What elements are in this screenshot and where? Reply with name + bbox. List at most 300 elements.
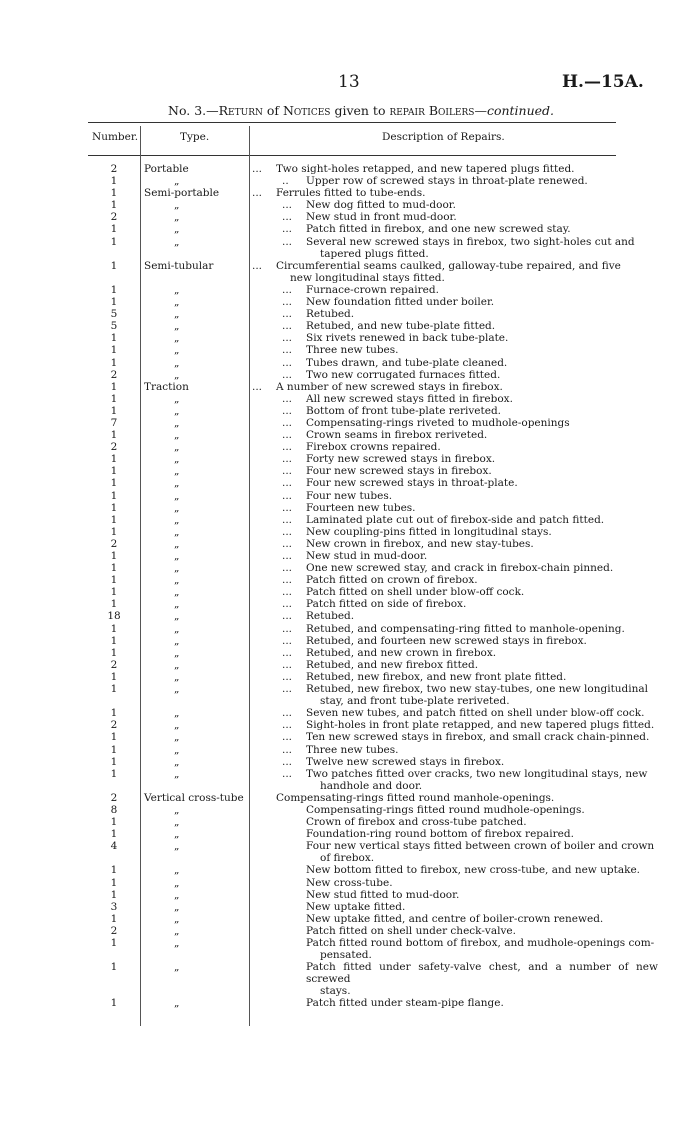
row-description <box>302 683 658 707</box>
table-row <box>88 792 616 804</box>
row-leader-dots: ... <box>282 344 293 357</box>
row-description <box>302 284 658 296</box>
row-leader-dots: ... <box>282 622 293 635</box>
row-type: „ <box>174 683 180 696</box>
row-leader-dots: ... <box>282 634 293 647</box>
table-row <box>88 344 616 356</box>
table-row <box>88 223 616 235</box>
row-description <box>302 635 658 647</box>
row-description <box>302 357 658 369</box>
table-row <box>88 490 616 502</box>
row-leader-dots <box>278 997 302 1009</box>
description-text: Four new tubes. <box>306 489 393 502</box>
row-leader-dots: ... <box>282 707 293 720</box>
description-text: Six rivets renewed in back tube-plate. <box>306 332 509 345</box>
row-description <box>302 756 658 768</box>
row-leader-dots: ... <box>282 235 293 248</box>
row-type: „ <box>174 646 180 659</box>
table-row <box>88 465 616 477</box>
description-text: Patch fitted on shell under blow-off cock. <box>306 586 525 599</box>
description-text: Compensating-rings fitted round manhole-openings. <box>276 791 555 804</box>
row-type: „ <box>174 416 180 429</box>
row-description <box>302 562 658 574</box>
row-number: 1 <box>110 767 118 780</box>
table-row <box>88 622 625 635</box>
table-row <box>88 502 616 514</box>
table-row <box>88 889 616 901</box>
row-leader-dots <box>278 889 302 901</box>
row-number: 1 <box>110 380 118 393</box>
table-row <box>88 913 616 925</box>
description-text: Four new vertical stays fitted between crown of boiler and crown <box>306 840 655 853</box>
description-continuation: stays. <box>320 985 351 998</box>
table-row <box>88 357 616 369</box>
row-number: 1 <box>110 683 118 696</box>
row-type: „ <box>174 961 180 974</box>
description-text: Compensating-rings fitted round mudhole-openings. <box>306 803 585 816</box>
row-type: „ <box>174 489 180 502</box>
row-type: „ <box>174 719 180 732</box>
row-description <box>302 296 658 308</box>
row-description <box>302 538 658 550</box>
row-leader-dots: ... <box>252 187 263 200</box>
row-number: 1 <box>110 574 118 587</box>
table-row <box>88 477 616 489</box>
description-continuation: pensated. <box>320 949 372 962</box>
table-row <box>88 163 616 175</box>
row-leader-dots: ... <box>282 429 293 442</box>
table-row <box>88 816 616 828</box>
table-row <box>88 864 640 877</box>
row-number: 1 <box>110 404 118 417</box>
row-leader-dots: ... <box>252 259 263 272</box>
row-leader-dots: ... <box>282 537 293 550</box>
table-row <box>88 659 616 671</box>
description-text: Two sight-holes retapped, and new tapered plugs fitted. <box>276 163 575 175</box>
description-text: Bottom of front tube-plate reriveted. <box>306 404 502 417</box>
description-text: All new screwed stays fitted in firebox. <box>306 392 513 405</box>
row-number: 1 <box>110 175 118 188</box>
row-type: „ <box>174 199 180 212</box>
row-leader-dots: ... <box>282 453 293 466</box>
description-continuation: stay, and front tube-plate reriveted. <box>320 695 510 708</box>
row-description <box>302 405 658 417</box>
row-leader-dots: ... <box>282 646 293 659</box>
row-type: „ <box>174 924 180 937</box>
row-description <box>272 163 628 175</box>
row-number: 2 <box>110 163 118 175</box>
row-leader-dots <box>278 913 302 925</box>
row-type: „ <box>174 320 180 333</box>
table-row <box>88 332 616 344</box>
row-leader-dots: ... <box>282 416 293 429</box>
row-description <box>302 659 658 671</box>
description-text: Retubed, and fourteen new screwed stays in firebox. <box>306 634 587 647</box>
row-number: 2 <box>110 441 118 454</box>
row-leader-dots: ... <box>282 296 293 309</box>
caption-continued: —continued. <box>474 103 555 118</box>
table-top-rule <box>88 122 616 123</box>
row-type: „ <box>174 937 180 949</box>
description-text: New stud fitted to mud-door. <box>306 888 460 901</box>
table-row <box>88 586 616 598</box>
description-text: Patch fitted under safety-valve chest, and a number of new screwed <box>306 961 658 986</box>
row-description <box>302 889 658 901</box>
caption-word-notices: Notices <box>282 103 331 118</box>
row-leader-dots: .. <box>282 175 289 188</box>
row-leader-dots <box>278 925 302 937</box>
description-text: Seven new tubes, and patch fitted on shell under blow-off cock. <box>306 707 645 720</box>
description-text: Patch fitted on crown of firebox. <box>306 574 478 587</box>
row-type: Semi-tubular <box>144 259 214 272</box>
row-number: 1 <box>110 429 118 442</box>
row-description <box>302 199 658 211</box>
row-type: „ <box>174 392 180 405</box>
row-number: 4 <box>110 840 118 853</box>
header-description: Description of Repairs. <box>382 131 505 143</box>
row-type: „ <box>174 997 180 1010</box>
row-number: 2 <box>110 719 118 732</box>
row-leader-dots: ... <box>282 356 293 369</box>
description-text: New foundation fitted under boiler. <box>306 296 495 309</box>
row-type: „ <box>174 574 180 587</box>
table-row <box>88 707 645 720</box>
row-leader-dots: ... <box>282 586 293 599</box>
description-text: Sight-holes in front plate retapped, and new tapered plugs fitted. <box>306 719 655 732</box>
row-description <box>302 586 658 598</box>
row-number: 1 <box>110 670 118 683</box>
row-leader-dots: ... <box>282 404 293 417</box>
row-leader-dots <box>278 864 302 876</box>
row-number: 1 <box>110 937 118 949</box>
row-number: 1 <box>110 622 118 635</box>
row-type: „ <box>174 767 180 780</box>
row-description <box>302 623 658 635</box>
row-description <box>302 719 658 731</box>
description-text: Retubed, and new crown in firebox. <box>306 646 497 659</box>
row-type: „ <box>174 864 180 877</box>
row-description <box>302 731 658 743</box>
row-number: 1 <box>110 634 118 647</box>
row-type: „ <box>174 876 180 889</box>
table-row <box>88 925 616 937</box>
row-type: „ <box>174 803 180 816</box>
description-text: New uptake fitted, and centre of boiler-crown renewed. <box>306 912 604 925</box>
row-type: „ <box>174 900 180 913</box>
row-type: „ <box>174 175 180 188</box>
table-row <box>88 719 655 732</box>
row-description <box>302 393 658 405</box>
row-description <box>302 502 658 514</box>
description-text: Retubed, and new tube-plate fitted. <box>306 320 496 333</box>
row-number: 1 <box>110 743 118 756</box>
row-leader-dots: ... <box>282 320 293 333</box>
description-text: Four new screwed stays in firebox. <box>306 465 492 478</box>
row-type: „ <box>174 465 180 478</box>
row-type: „ <box>174 888 180 901</box>
row-number: 2 <box>110 368 118 381</box>
table-row <box>88 284 616 296</box>
table-row <box>88 296 616 308</box>
row-description <box>302 864 658 876</box>
document-reference: H.—15A. <box>562 72 644 92</box>
row-number: 1 <box>110 296 118 309</box>
row-leader-dots: ... <box>282 525 293 538</box>
row-description <box>302 344 658 356</box>
table-row <box>88 574 616 586</box>
row-description <box>302 804 658 816</box>
row-number: 1 <box>110 344 118 357</box>
row-type: „ <box>174 658 180 671</box>
table-row <box>88 683 649 708</box>
table-row <box>88 453 616 465</box>
row-leader-dots: ... <box>282 308 293 321</box>
description-text: A number of new screwed stays in firebox. <box>276 380 503 393</box>
row-description <box>272 187 628 199</box>
table-row <box>88 259 621 284</box>
row-number: 1 <box>110 283 118 296</box>
row-leader-dots: ... <box>282 199 293 212</box>
table-row <box>88 320 616 332</box>
row-type: „ <box>174 356 180 369</box>
row-number: 1 <box>110 332 118 345</box>
description-text: Forty new screwed stays in firebox. <box>306 453 496 466</box>
row-type: „ <box>174 743 180 756</box>
table-row <box>88 767 648 792</box>
description-text: New cross-tube. <box>306 876 393 889</box>
row-type: Semi-portable <box>144 187 220 200</box>
row-type: „ <box>174 441 180 454</box>
table-row <box>88 381 616 393</box>
description-text: Crown of firebox and cross-tube patched. <box>306 816 527 829</box>
row-description <box>302 441 658 453</box>
row-type: „ <box>174 731 180 744</box>
table-row <box>88 199 616 211</box>
row-leader-dots <box>278 828 302 840</box>
description-text: Patch fitted round bottom of firebox, and mudhole-openings com- <box>306 937 655 949</box>
row-description <box>272 260 628 284</box>
description-text: Ferrules fitted to tube-ends. <box>276 187 426 200</box>
table-row <box>88 937 655 962</box>
row-number: 1 <box>110 489 118 502</box>
description-text: Ten new screwed stays in firebox, and small crack chain-pinned. <box>306 731 650 744</box>
row-leader-dots: ... <box>282 562 293 575</box>
row-description <box>302 925 658 937</box>
row-description <box>302 429 658 441</box>
row-type: „ <box>174 598 180 611</box>
row-leader-dots <box>278 877 302 889</box>
table-row <box>88 393 616 405</box>
table-row <box>88 840 655 865</box>
row-leader-dots: ... <box>282 574 293 587</box>
row-number: 3 <box>110 900 118 913</box>
row-description <box>302 490 658 502</box>
description-text: Two new corrugated furnaces fitted. <box>306 368 501 381</box>
row-leader-dots: ... <box>282 658 293 671</box>
row-leader-dots: ... <box>252 380 263 393</box>
row-leader-dots: ... <box>282 501 293 514</box>
row-leader-dots: ... <box>282 731 293 744</box>
row-description <box>302 610 658 622</box>
row-description <box>302 526 658 538</box>
row-type: „ <box>174 634 180 647</box>
description-text: Two patches fitted over cracks, two new longitudinal stays, new <box>306 767 648 780</box>
description-text: Foundation-ring round bottom of firebox repaired. <box>306 828 574 841</box>
row-leader-dots: ... <box>282 332 293 345</box>
row-number: 1 <box>110 876 118 889</box>
row-leader-dots <box>278 816 302 828</box>
row-number: 2 <box>110 211 118 224</box>
description-continuation: of firebox. <box>320 852 375 865</box>
row-leader-dots: ... <box>282 670 293 683</box>
description-text: New stud in mud-door. <box>306 550 428 562</box>
row-type: „ <box>174 296 180 309</box>
row-number: 1 <box>110 864 118 877</box>
row-type: „ <box>174 308 180 321</box>
description-text: New coupling-pins fitted in longitudinal stays. <box>306 525 552 538</box>
description-text: Circumferential seams caulked, galloway-tube repaired, and five <box>276 259 621 272</box>
description-text: Retubed, and compensating-ring fitted to manhole-opening. <box>306 622 625 635</box>
row-description <box>302 828 658 840</box>
description-text: Patch fitted on side of firebox. <box>306 598 467 611</box>
caption-prefix: No. 3.— <box>168 103 219 118</box>
row-number: 1 <box>110 755 118 768</box>
row-number: 1 <box>110 912 118 925</box>
row-description <box>302 768 658 792</box>
row-type: „ <box>174 453 180 466</box>
row-number: 7 <box>110 416 118 429</box>
row-description <box>302 901 658 913</box>
row-description <box>302 453 658 465</box>
description-text: Fourteen new tubes. <box>306 501 416 514</box>
page-number: 13 <box>338 72 360 92</box>
row-description <box>302 913 658 925</box>
table-row <box>88 211 616 223</box>
description-text: Retubed. <box>306 610 355 623</box>
row-number: 1 <box>110 731 118 744</box>
row-type: „ <box>174 586 180 599</box>
repairs-table-body <box>88 163 658 1010</box>
row-number: 5 <box>110 320 118 333</box>
description-continuation: new longitudinal stays fitted. <box>290 271 445 284</box>
table-caption <box>168 103 554 118</box>
row-type: „ <box>174 816 180 829</box>
caption-text-given: given to <box>330 103 390 118</box>
row-leader-dots: ... <box>282 767 293 780</box>
row-leader-dots: ... <box>282 392 293 405</box>
row-description <box>302 369 658 381</box>
row-type: „ <box>174 537 180 550</box>
row-leader-dots: ... <box>282 755 293 768</box>
row-description <box>302 465 658 477</box>
row-type: „ <box>174 404 180 417</box>
row-number: 1 <box>110 259 118 272</box>
row-description <box>302 514 658 526</box>
description-text: Retubed, new firebox, two new stay-tubes, one new longitudinal <box>306 683 649 696</box>
row-type: „ <box>174 344 180 357</box>
row-leader-dots: ... <box>282 610 293 623</box>
row-description <box>302 308 658 320</box>
description-text: Upper row of screwed stays in throat-plate renewed. <box>306 175 588 188</box>
table-row <box>88 877 616 889</box>
row-leader-dots: ... <box>252 163 263 175</box>
row-type: „ <box>174 912 180 925</box>
table-row <box>88 235 635 260</box>
header-type: Type. <box>180 131 210 143</box>
row-leader-dots <box>248 792 272 804</box>
row-type: „ <box>174 610 180 623</box>
table-row <box>88 744 616 756</box>
row-leader-dots <box>278 840 302 864</box>
row-number: 1 <box>110 187 118 200</box>
row-number: 1 <box>110 453 118 466</box>
description-text: Compensating-rings riveted to mudhole-openings <box>306 416 570 429</box>
row-number: 1 <box>110 888 118 901</box>
table-row <box>88 997 616 1009</box>
row-type: „ <box>174 840 180 853</box>
row-number: 1 <box>110 598 118 611</box>
row-number: 18 <box>107 610 121 623</box>
description-text: Four new screwed stays in throat-plate. <box>306 477 518 490</box>
row-type: „ <box>174 513 180 526</box>
description-text: Twelve new screwed stays in firebox. <box>306 755 505 768</box>
table-row <box>88 610 616 622</box>
row-number: 1 <box>110 477 118 490</box>
description-text: Retubed, new firebox, and new front plate fitted. <box>306 670 567 683</box>
row-number: 1 <box>110 223 118 236</box>
row-leader-dots: ... <box>282 368 293 381</box>
table-row <box>88 731 650 744</box>
row-leader-dots: ... <box>282 465 293 478</box>
table-row <box>88 526 616 538</box>
row-description <box>302 671 658 683</box>
table-row <box>88 187 616 199</box>
row-leader-dots <box>278 937 302 961</box>
row-number: 1 <box>110 465 118 478</box>
row-number: 1 <box>110 646 118 659</box>
row-number: 2 <box>110 924 118 937</box>
description-text: Three new tubes. <box>306 743 399 756</box>
row-type: Portable <box>144 163 189 175</box>
row-number: 1 <box>110 513 118 526</box>
description-text: Patch fitted in firebox, and one new screwed stay. <box>306 223 571 236</box>
row-type: „ <box>174 477 180 490</box>
table-row <box>88 828 616 840</box>
table-row <box>88 429 616 441</box>
row-number: 5 <box>110 308 118 321</box>
row-number: 1 <box>110 961 118 974</box>
row-type: „ <box>174 223 180 236</box>
row-leader-dots: ... <box>282 441 293 454</box>
row-type: „ <box>174 283 180 296</box>
description-text: Three new tubes. <box>306 344 399 357</box>
table-row <box>88 598 616 610</box>
row-description <box>302 816 658 828</box>
description-text: Several new screwed stays in firebox, two sight-holes cut and <box>306 235 635 248</box>
row-type: „ <box>174 332 180 345</box>
description-text: Retubed, and new firebox fitted. <box>306 658 479 671</box>
row-type: „ <box>174 828 180 841</box>
row-type: „ <box>174 622 180 635</box>
row-leader-dots <box>278 961 302 997</box>
description-text: Patch fitted on shell under check-valve. <box>306 924 516 937</box>
row-leader-dots: ... <box>282 743 293 756</box>
row-leader-dots: ... <box>282 283 293 296</box>
header-number: Number. <box>92 131 139 143</box>
row-description <box>302 211 658 223</box>
row-number: 2 <box>110 658 118 671</box>
table-row <box>88 175 616 187</box>
